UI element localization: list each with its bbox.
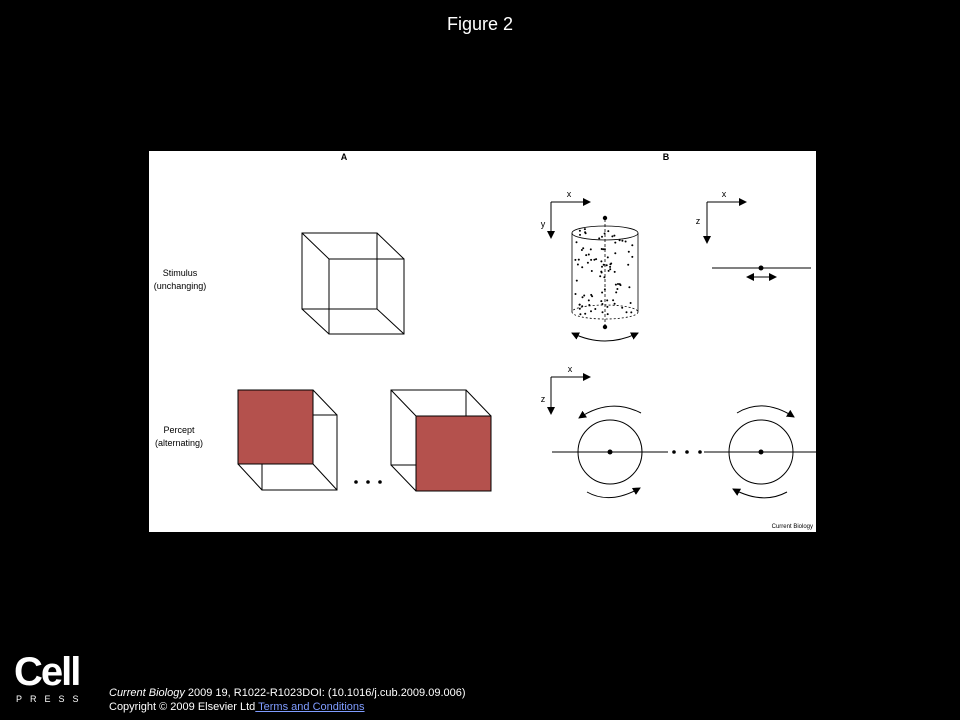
cylinder-dot (577, 264, 579, 266)
cylinder-dot (583, 295, 585, 297)
cylinder-dot (581, 249, 583, 251)
axis-pole-bottom (603, 325, 607, 329)
cylinder-dot (576, 280, 578, 282)
terms-link[interactable]: Terms and Conditions (255, 701, 365, 713)
percept-cube-front-shaded (238, 390, 337, 490)
cylinder-dot (603, 264, 605, 266)
cylinder-dot (602, 248, 604, 250)
cylinder-dot (595, 258, 597, 260)
cylinder-dot (579, 308, 581, 310)
citation-line (109, 686, 466, 700)
percept-cube-back-shaded (391, 390, 491, 491)
cylinder-dot (581, 305, 583, 307)
stimulus-sublabel: (unchanging) (153, 281, 207, 291)
cylinder-dots (574, 228, 633, 315)
cylinder-dot (588, 304, 590, 306)
cylinder-dot (628, 286, 630, 288)
logo-subtitle: PRESS (16, 694, 87, 704)
dot-cylinder (572, 219, 638, 326)
cylinder-dot (601, 292, 603, 294)
percept-label: Percept (163, 425, 195, 435)
cylinder-dot (614, 271, 616, 273)
cylinder-dot (591, 270, 593, 272)
copyright-line (109, 700, 466, 714)
cylinder-dot (581, 266, 583, 268)
cylinder-dot (587, 262, 589, 264)
cylinder-dot (585, 254, 587, 256)
axis-pole-top (603, 216, 607, 220)
ellipsis-dots-b (672, 450, 702, 454)
figure-panel (149, 151, 816, 532)
cylinder-dot (614, 303, 616, 305)
cylinder-dot (606, 299, 608, 301)
axis-x-label: x (566, 189, 572, 199)
journal-credit: Current Biology (771, 524, 813, 530)
cylinder-dot (579, 313, 581, 315)
cylinder-dot (607, 256, 609, 258)
cylinder-dot (607, 230, 609, 232)
cylinder-dot (606, 306, 608, 308)
cylinder-dot (578, 259, 580, 261)
citation-block (109, 686, 466, 714)
cylinder-dot (604, 288, 606, 290)
cylinder-dot (600, 271, 602, 273)
cylinder-dot (612, 299, 614, 301)
cylinder-dot (584, 313, 586, 315)
axes-xz-bottom (551, 377, 590, 414)
cylinder-dot (593, 259, 595, 261)
necker-cube-stimulus (302, 233, 404, 334)
logo-wordmark: Cell (14, 650, 80, 694)
figure-diagram (149, 151, 816, 532)
cylinder-dot (590, 259, 592, 261)
cylinder-dot (590, 294, 592, 296)
cylinder-dot (594, 308, 596, 310)
cylinder-dot (576, 241, 578, 243)
center-dot (608, 450, 613, 455)
cylinder-dot (588, 299, 590, 301)
citation-journal: Current Biology (109, 687, 185, 699)
cylinder-dot (602, 311, 604, 313)
percept-sublabel: (alternating) (154, 438, 204, 448)
cell-press-logo (14, 650, 87, 706)
stimulus-label: Stimulus (162, 268, 198, 278)
cylinder-dot (615, 291, 617, 293)
cylinder-dot (619, 239, 621, 241)
cylinder-dot (625, 241, 627, 243)
cylinder-dot (631, 256, 633, 258)
cylinder-dot (607, 313, 609, 315)
rotation-arrow (572, 333, 638, 341)
cylinder-dot (609, 268, 611, 270)
axis-x-label: x (721, 189, 727, 199)
cylinder-dot (579, 304, 581, 306)
cylinder-dot (626, 311, 628, 313)
cylinder-dot (615, 284, 617, 286)
cylinder-dot (628, 251, 630, 253)
cylinder-dot (617, 283, 619, 285)
cylinder-dot (601, 303, 603, 305)
cylinder-dot (584, 231, 586, 233)
cylinder-dot (627, 264, 629, 266)
cylinder-dot (582, 296, 584, 298)
panel-b-label: B (662, 152, 670, 162)
citation-details: 2009 19, R1022-R1023DOI: (10.1016/j.cub.2009.09.006) (184, 687, 466, 699)
copyright-text: Copyright © 2009 Elsevier Ltd (109, 701, 256, 713)
axis-y-label: y (540, 219, 546, 229)
cylinder-dot (604, 233, 606, 235)
cylinder-dot (608, 270, 610, 272)
cylinder-dot (603, 276, 605, 278)
axes-xy (551, 202, 590, 238)
cylinder-dot (604, 248, 606, 250)
cylinder-dot (614, 252, 616, 254)
cylinder-dot (601, 236, 603, 238)
axis-z-label: z (695, 216, 701, 226)
cylinder-dot (614, 242, 616, 244)
cylinder-dot (598, 237, 600, 239)
cylinder-dot (584, 228, 586, 230)
cylinder-dot (611, 235, 613, 237)
cylinder-dot (606, 264, 608, 266)
shaded-face (238, 390, 313, 464)
figure-title: Figure 2 (446, 14, 514, 34)
center-dot (759, 450, 764, 455)
cylinder-dot (574, 259, 576, 261)
cylinder-dot (621, 240, 623, 242)
cylinder-dot (599, 275, 601, 277)
cylinder-dot (630, 302, 632, 304)
panel-a-label: A (340, 152, 348, 162)
cylinder-dot (616, 288, 618, 290)
cylinder-dot (600, 300, 602, 302)
cylinder-dot (590, 248, 592, 250)
ellipsis-dots-a (354, 480, 382, 484)
shaded-face (416, 416, 491, 491)
cylinder-dot (601, 266, 603, 268)
cylinder-dot (600, 260, 602, 262)
edge-on-center-dot (759, 266, 764, 271)
cylinder-dot (631, 244, 633, 246)
axis-x-label: x (567, 364, 573, 374)
cylinder-dot (579, 230, 581, 232)
cylinder-dot (610, 263, 612, 265)
cylinder-dot (630, 311, 632, 313)
axes-xz-top (707, 202, 746, 243)
cylinder-dot (613, 235, 615, 237)
cylinder-dot (621, 307, 623, 309)
cylinder-dot (575, 293, 577, 295)
cylinder-dot (619, 283, 621, 285)
cylinder-dot (582, 247, 584, 249)
cylinder-dot (588, 254, 590, 256)
axis-z-label: z (540, 394, 546, 404)
cylinder-dot (579, 234, 581, 236)
cylinder-dot (590, 310, 592, 312)
cylinder-dot (609, 266, 611, 268)
